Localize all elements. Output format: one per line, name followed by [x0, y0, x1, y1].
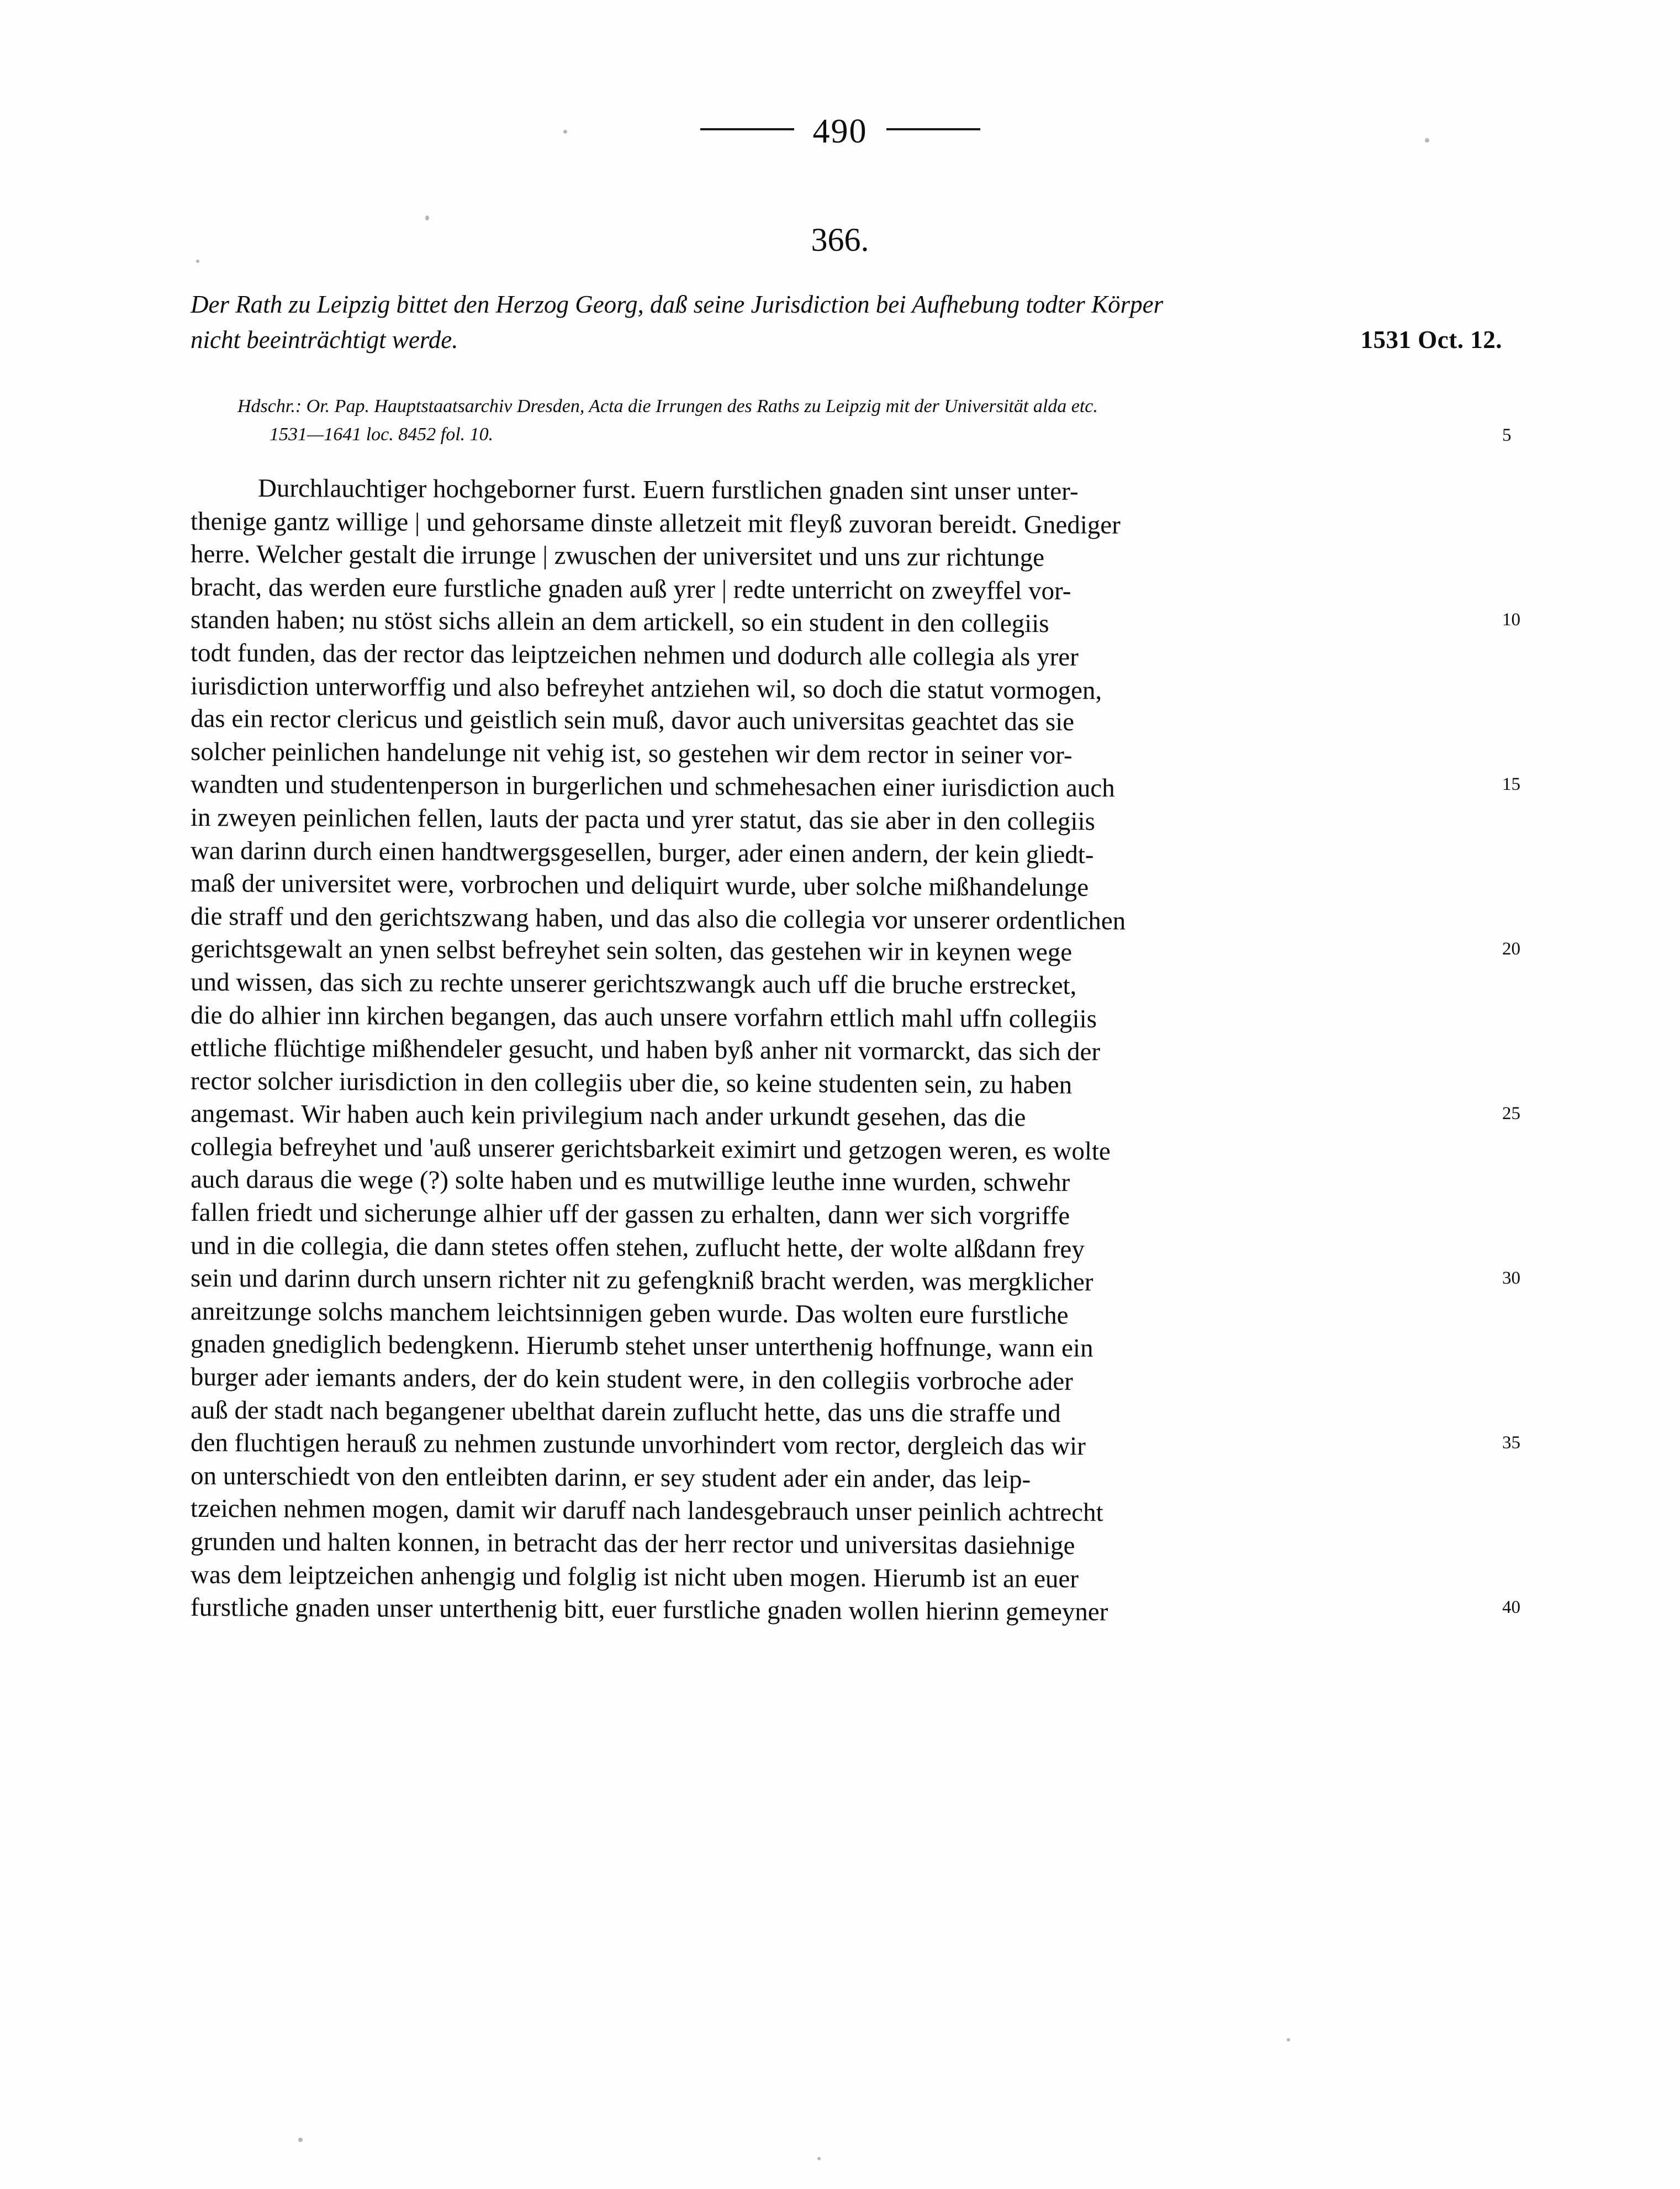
margin-line-number-35: 35: [1502, 1433, 1520, 1453]
transcription-line: [191, 472, 1483, 505]
transcription-line-text: wan darinn durch einen handtwergsgesellen, burger, ader einen andern, der kein gliedt-: [190, 836, 1094, 869]
transcription-line-text: rector solcher iurisdiction in den collegiis uber die, so keine studenten sein, zu haben: [190, 1066, 1073, 1100]
transcription-line-text: on unterschiedt von den entleibten darinn, er sey student ader ein ander, das leip-: [190, 1461, 1031, 1494]
scan-speck: [1287, 2038, 1290, 2042]
source-note: [237, 392, 1508, 449]
transcription-line-text: und wissen, das sich zu rechte unserer gerichtszwangk auch uff die bruche erstrecket,: [190, 967, 1077, 1000]
transcription-line-text: bracht, das werden eure furstliche gnaden auß yrer | redte unterricht on zweyffel vor-: [190, 572, 1071, 605]
transcription-line: [191, 1163, 1483, 1196]
transcription-line-text: sein und darinn durch unsern richter nit zu gefengkniß bracht werden, was mergklicher: [190, 1264, 1093, 1297]
transcription-line: [191, 835, 1483, 868]
regest-line-2-wrapper: [191, 323, 1502, 358]
transcription-line-text: das ein rector clericus und geistlich sein muß, davor auch universitas geachtet das sie: [190, 704, 1075, 737]
transcription-line-text: gerichtsgewalt an ynen selbst befreyhet sein solten, das gestehen wir in keynen wege: [190, 935, 1073, 967]
transcription-line-text: maß der universitet were, vorbrochen und deliquirt wurde, uber solche mißhandelunge: [190, 869, 1089, 903]
transcription-line: [190, 867, 1483, 903]
transcription-line: [190, 1098, 1520, 1132]
regest-line-1: Der Rath zu Leipzig bittet den Herzog Georg, daß seine Jurisdiction bei Aufhebung todter Körper: [191, 291, 1164, 318]
transcription-line: [191, 1230, 1483, 1263]
transcription-line-text: grunden und halten konnen, in betracht das der herr rector und universitas dasiehnige: [190, 1527, 1075, 1560]
source-note-line-2: 1531—1641 loc. 8452 fol. 10.: [270, 424, 494, 445]
transcription-line-text: auch daraus die wege (?) solte haben und es mutwillige leuthe inne wurden, schwehr: [190, 1165, 1070, 1198]
transcription-line: [191, 1394, 1483, 1427]
margin-line-number-15: 15: [1502, 774, 1520, 795]
transcription-line: [191, 1065, 1483, 1098]
transcription-line-text: wandten und studentenperson in burgerlichen und schmehesachen einer iurisdiction auch: [190, 770, 1115, 803]
regest: [191, 287, 1502, 358]
margin-line-number-5: 5: [1502, 425, 1512, 445]
transcription-line-text: herre. Welcher gestalt die irrunge | zwuschen der universitet und uns zur richtunge: [190, 540, 1045, 572]
transcription-line-text: furstliche gnaden unser unterthenig bitt, euer furstliche gnaden wollen hierinn gemeyner: [190, 1593, 1108, 1627]
transcription-line: [191, 801, 1483, 835]
source-note-line-1: Hdschr.: Or. Pap. Hauptstaatsarchiv Dresden, Acta die Irrungen des Raths zu Leipzig mit der Universität alda etc.: [237, 396, 1098, 416]
transcription-line: [190, 604, 1520, 639]
transcription-line-text: angemast. Wir haben auch kein privilegium nach ander urkundt gesehen, das die: [190, 1099, 1026, 1132]
folio-number: 490: [812, 113, 868, 150]
margin-line-number-20: 20: [1502, 939, 1520, 959]
transcription-line: [191, 1295, 1483, 1328]
transcription-line: [191, 703, 1483, 736]
scan-speck: [817, 2157, 821, 2160]
scan-speck: [563, 130, 567, 134]
document-number: 366.: [811, 221, 869, 258]
head-rule-left: [700, 128, 794, 130]
scan-speck: [1425, 138, 1429, 143]
transcription-line: [191, 1526, 1483, 1559]
transcription-line-text: in zweyen peinlichen fellen, lauts der pacta und yrer statut, das sie aber in den collegiis: [190, 803, 1095, 836]
transcription-line: [190, 768, 1520, 803]
transcription-line: [190, 1427, 1520, 1461]
transcription-line: [191, 571, 1483, 604]
transcription-line-text: iurisdiction unterworffig und also befreyhet antziehen wil, so doch die statut vormogen,: [190, 671, 1102, 705]
scan-speck: [425, 215, 429, 220]
transcription-line: [191, 1361, 1483, 1394]
margin-line-number-10: 10: [1502, 610, 1520, 630]
transcription-line: [191, 1131, 1483, 1164]
transcription-line: [191, 637, 1483, 670]
head-rule-right: [886, 128, 980, 130]
transcription-line: [191, 999, 1483, 1032]
scan-speck: [196, 260, 199, 263]
transcription-line: [191, 736, 1483, 769]
transcription-line: [191, 1492, 1483, 1526]
transcription-line-text: auß der stadt nach begangener ubelthat darein zuflucht hette, das uns die straffe und: [190, 1395, 1061, 1428]
transcription-line: [190, 1262, 1520, 1297]
transcription-line-text: solcher peinlichen handelunge nit vehig ist, so gestehen wir dem rector in seiner vor-: [190, 737, 1073, 770]
transcription-line-text: tzeichen nehmen mogen, damit wir daruff nach landesgebrauch unser peinlich achtrecht: [190, 1494, 1103, 1527]
transcription-line: [191, 1032, 1483, 1065]
transcription-line: [191, 1460, 1483, 1493]
transcription-line-text: ettliche flüchtige mißhendeler gesucht, und haben byß anher nit vormarckt, das sich der: [190, 1033, 1101, 1067]
margin-line-number-25: 25: [1502, 1104, 1520, 1124]
transcription-line-text: todt funden, das der rector das leiptzeichen nehmen und dodurch alle collegia als yrer: [190, 638, 1079, 672]
transcription-line-text: collegia befreyhet und 'auß unserer gerichtsbarkeit eximirt und getzogen weren, es wolte: [190, 1132, 1111, 1166]
running-head: [0, 110, 1680, 151]
transcription-line: [191, 1559, 1483, 1592]
transcription-line-text: gnaden gnediglich bedengkenn. Hierumb stehet unser unterthenig hoffnunge, wann ein: [190, 1330, 1093, 1363]
transcription-line-text: burger ader iemants anders, der do kein student were, in den collegiis vorbroche ader: [190, 1363, 1073, 1396]
regest-line-2: nicht beeinträchtigt werde.: [191, 325, 458, 354]
transcription-line: [190, 900, 1483, 936]
margin-line-number-40: 40: [1502, 1597, 1520, 1618]
document-date: 1531 Oct. 12.: [1360, 325, 1502, 354]
transcription-line-text: was dem leiptzeichen anhengig und folglig ist nicht uben mogen. Hierumb ist an euer: [190, 1560, 1079, 1594]
transcription-line-text: die straff und den gerichtszwang haben, und das also die collegia vor unserer ordentlichen: [190, 901, 1126, 936]
transcription-line: [191, 1328, 1483, 1361]
scan-speck: [298, 2138, 303, 2142]
transcription-line-text: standen haben; nu stöst sichs allein an dem artickell, so ein student in den collegiis: [190, 605, 1049, 639]
margin-line-number-30: 30: [1502, 1268, 1520, 1289]
transcription-line-text: anreitzunge solchs manchem leichtsinnigen geben wurde. Das wolten eure furstliche: [190, 1296, 1069, 1330]
transcription-line: [190, 933, 1520, 967]
transcription-line-text: die do alhier inn kirchen begangen, das auch unsere vorfahrn ettlich mahl uffn collegiis: [190, 1000, 1097, 1033]
transcription-line-text: den fluchtigen herauß zu nehmen zustunde unvorhindert vom rector, dergleich das wir: [190, 1428, 1086, 1461]
transcription-line: [191, 505, 1483, 539]
transcription-line: [191, 1196, 1483, 1230]
transcription-body: [190, 472, 1520, 1627]
transcription-line-text: Durchlauchtiger hochgeborner furst. Euern furstlichen gnaden sint unser unter-: [257, 474, 1079, 506]
transcription-line: [191, 670, 1483, 703]
transcription-line: [191, 538, 1483, 571]
transcription-line: [190, 1591, 1520, 1627]
transcription-line: [191, 966, 1483, 999]
transcription-line-text: thenige gantz willige | und gehorsame dinste alletzeit mit fleyß zuvoran bereidt. Gnediger: [190, 507, 1121, 540]
transcription-line-text: fallen friedt und sicherunge alhier uff der gassen zu erhalten, dann wer sich vorgriffe: [190, 1198, 1070, 1231]
transcription-line-text: und in die collegia, die dann stetes offen stehen, zuflucht hette, der wolte alßdann frey: [190, 1231, 1085, 1264]
